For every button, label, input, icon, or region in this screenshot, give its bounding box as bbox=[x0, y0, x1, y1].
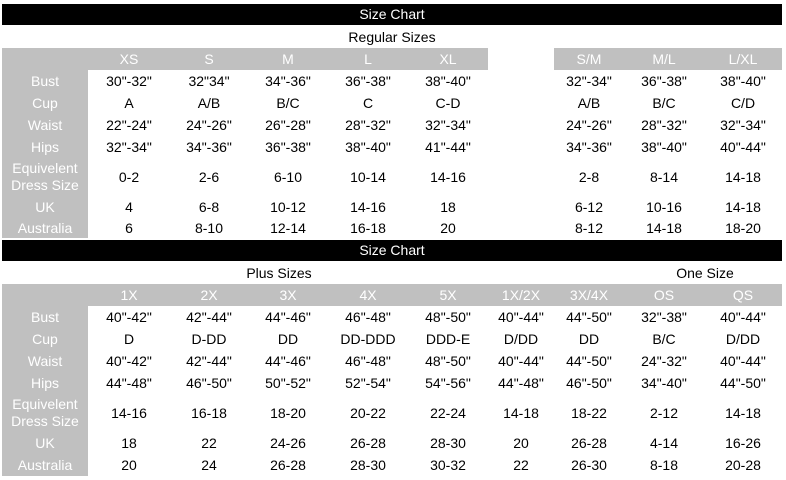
table-cell: 32"-34" bbox=[704, 114, 782, 136]
plus-row-australia bbox=[2, 454, 782, 476]
table-gap bbox=[488, 70, 554, 92]
table-cell: 18 bbox=[88, 432, 170, 454]
table-cell: 38"-40" bbox=[624, 136, 704, 158]
regular-row-cup bbox=[2, 92, 782, 114]
table-cell: 8-12 bbox=[554, 218, 624, 238]
row-label: Bust bbox=[2, 306, 88, 328]
table-cell: 18-20 bbox=[704, 218, 782, 238]
table-cell: A/B bbox=[170, 92, 248, 114]
table-cell: 28-30 bbox=[328, 454, 408, 476]
column-header: S bbox=[170, 48, 248, 70]
column-header: M/L bbox=[624, 48, 704, 70]
table-gap bbox=[488, 114, 554, 136]
table-cell: 32"34" bbox=[170, 70, 248, 92]
column-header: XL bbox=[408, 48, 488, 70]
table-cell: 28-30 bbox=[408, 432, 488, 454]
regular-header-row bbox=[2, 48, 782, 70]
table-cell: 48"-50" bbox=[408, 350, 488, 372]
table-cell: 34"-36" bbox=[554, 136, 624, 158]
regular-row-uk bbox=[2, 196, 782, 218]
table-cell: 40"-44" bbox=[704, 350, 782, 372]
header-gap bbox=[488, 48, 554, 70]
table-cell: C/D bbox=[704, 92, 782, 114]
table-cell: 52"-54" bbox=[328, 372, 408, 394]
row-label: Equivelent Dress Size bbox=[2, 394, 88, 432]
middle-title-bar bbox=[2, 240, 782, 261]
table-cell: 46"-48" bbox=[328, 306, 408, 328]
table-cell: 20-28 bbox=[704, 454, 782, 476]
table-cell: 38"-40" bbox=[408, 70, 488, 92]
table-cell: 44"-50" bbox=[554, 306, 624, 328]
table-cell: 34"-36" bbox=[170, 136, 248, 158]
table-cell: B/C bbox=[624, 328, 704, 350]
column-header: 3X bbox=[248, 284, 328, 306]
table-cell: 10-16 bbox=[624, 196, 704, 218]
table-cell: 14-18 bbox=[704, 394, 782, 432]
table-cell: 41"-44" bbox=[408, 136, 488, 158]
table-cell: DD bbox=[554, 328, 624, 350]
plus-sizes-heading: Plus Sizes bbox=[246, 265, 312, 281]
plus-sizes-table bbox=[2, 284, 782, 476]
plus-row-dress-size bbox=[2, 394, 782, 432]
table-cell: 22-24 bbox=[408, 394, 488, 432]
table-cell: 44"-50" bbox=[704, 372, 782, 394]
table-cell: C-D bbox=[408, 92, 488, 114]
table-cell: D/DD bbox=[704, 328, 782, 350]
table-cell: 48"-50" bbox=[408, 306, 488, 328]
regular-row-waist bbox=[2, 114, 782, 136]
table-cell: D bbox=[88, 328, 170, 350]
row-label: Australia bbox=[2, 454, 88, 476]
table-cell: 14-16 bbox=[408, 158, 488, 196]
row-label: UK bbox=[2, 196, 88, 218]
table-cell: 44"-48" bbox=[488, 372, 554, 394]
table-cell: 14-18 bbox=[488, 394, 554, 432]
table-cell: 36"-38" bbox=[248, 136, 328, 158]
table-gap bbox=[488, 92, 554, 114]
table-cell: D-DD bbox=[170, 328, 248, 350]
table-cell: 2-6 bbox=[170, 158, 248, 196]
regular-sizes-heading: Regular Sizes bbox=[348, 29, 436, 45]
row-label: Cup bbox=[2, 92, 88, 114]
table-cell: 30"-32" bbox=[88, 70, 170, 92]
table-cell: 24"-26" bbox=[170, 114, 248, 136]
table-gap bbox=[488, 218, 554, 238]
plus-row-waist bbox=[2, 350, 782, 372]
table-cell: 40"-44" bbox=[488, 350, 554, 372]
table-cell: 10-14 bbox=[328, 158, 408, 196]
table-cell: 40"-42" bbox=[88, 306, 170, 328]
table-cell: 8-14 bbox=[624, 158, 704, 196]
top-title-bar bbox=[2, 4, 782, 25]
plus-header-row bbox=[2, 284, 782, 306]
table-cell: D/DD bbox=[488, 328, 554, 350]
table-cell: 40"-44" bbox=[704, 136, 782, 158]
table-cell: 24-26 bbox=[248, 432, 328, 454]
table-cell: 12-14 bbox=[248, 218, 328, 238]
table-cell: A/B bbox=[554, 92, 624, 114]
table-cell: 20 bbox=[408, 218, 488, 238]
table-cell: 14-18 bbox=[704, 158, 782, 196]
table-cell: 8-18 bbox=[624, 454, 704, 476]
table-cell: 2-8 bbox=[554, 158, 624, 196]
table-cell: 36"-38" bbox=[328, 70, 408, 92]
table-cell: 24"-26" bbox=[554, 114, 624, 136]
table-cell: 46"-50" bbox=[554, 372, 624, 394]
table-cell: 6-12 bbox=[554, 196, 624, 218]
table-cell: 26-28 bbox=[328, 432, 408, 454]
table-cell: 22"-24" bbox=[88, 114, 170, 136]
table-cell: 28"-32" bbox=[624, 114, 704, 136]
table-cell: 42"-44" bbox=[170, 350, 248, 372]
column-header: S/M bbox=[554, 48, 624, 70]
table-cell: A bbox=[88, 92, 170, 114]
table-cell: 46"-48" bbox=[328, 350, 408, 372]
table-cell: 6 bbox=[88, 218, 170, 238]
table-cell: 14-18 bbox=[704, 196, 782, 218]
row-label: Cup bbox=[2, 328, 88, 350]
table-cell: DDD-E bbox=[408, 328, 488, 350]
row-label: Bust bbox=[2, 70, 88, 92]
table-cell: 6-8 bbox=[170, 196, 248, 218]
column-header: 1X bbox=[88, 284, 170, 306]
table-cell: 0-2 bbox=[88, 158, 170, 196]
table-cell: 26-30 bbox=[554, 454, 624, 476]
table-cell: 34"-40" bbox=[624, 372, 704, 394]
table-cell: 38"-40" bbox=[328, 136, 408, 158]
table-cell: 2-12 bbox=[624, 394, 704, 432]
table-gap bbox=[488, 196, 554, 218]
table-cell: B/C bbox=[248, 92, 328, 114]
table-gap bbox=[488, 158, 554, 196]
column-header: 1X/2X bbox=[488, 284, 554, 306]
table-cell: 44"-46" bbox=[248, 350, 328, 372]
table-cell: DD bbox=[248, 328, 328, 350]
table-cell: 14-16 bbox=[88, 394, 170, 432]
table-cell: 20-22 bbox=[328, 394, 408, 432]
table-cell: 22 bbox=[170, 432, 248, 454]
row-label: UK bbox=[2, 432, 88, 454]
table-cell: 16-26 bbox=[704, 432, 782, 454]
table-cell: 22 bbox=[488, 454, 554, 476]
header-blank bbox=[2, 284, 88, 306]
table-cell: 38"-40" bbox=[704, 70, 782, 92]
plus-row-uk bbox=[2, 432, 782, 454]
plus-row-hips bbox=[2, 372, 782, 394]
column-header: L bbox=[328, 48, 408, 70]
plus-row-cup bbox=[2, 328, 782, 350]
table-cell: 44"-48" bbox=[88, 372, 170, 394]
middle-title: Size Chart bbox=[359, 242, 425, 258]
column-header: 3X/4X bbox=[554, 284, 624, 306]
table-cell: 14-18 bbox=[624, 218, 704, 238]
table-cell: 18-20 bbox=[248, 394, 328, 432]
table-cell: 26-28 bbox=[248, 454, 328, 476]
table-cell: 18-22 bbox=[554, 394, 624, 432]
column-header: QS bbox=[704, 284, 782, 306]
table-cell: 24"-32" bbox=[624, 350, 704, 372]
regular-row-hips bbox=[2, 136, 782, 158]
column-header: L/XL bbox=[704, 48, 782, 70]
column-header: 2X bbox=[170, 284, 248, 306]
table-cell: 32"-34" bbox=[554, 70, 624, 92]
column-header: OS bbox=[624, 284, 704, 306]
row-label: Equivelent Dress Size bbox=[2, 158, 88, 196]
regular-row-bust bbox=[2, 70, 782, 92]
table-cell: 4-14 bbox=[624, 432, 704, 454]
one-size-heading: One Size bbox=[676, 265, 734, 281]
row-label: Hips bbox=[2, 136, 88, 158]
table-cell: 20 bbox=[88, 454, 170, 476]
table-cell: 54"-56" bbox=[408, 372, 488, 394]
table-cell: 24 bbox=[170, 454, 248, 476]
table-cell: 40"-44" bbox=[488, 306, 554, 328]
table-cell: DD-DDD bbox=[328, 328, 408, 350]
column-header: M bbox=[248, 48, 328, 70]
table-cell: 42"-44" bbox=[170, 306, 248, 328]
table-cell: 20 bbox=[488, 432, 554, 454]
table-cell: 8-10 bbox=[170, 218, 248, 238]
table-cell: 34"-36" bbox=[248, 70, 328, 92]
plus-row-bust bbox=[2, 306, 782, 328]
table-cell: 40"-42" bbox=[88, 350, 170, 372]
table-cell: B/C bbox=[624, 92, 704, 114]
table-cell: 44"-50" bbox=[554, 350, 624, 372]
header-blank bbox=[2, 48, 88, 70]
table-cell: 36"-38" bbox=[624, 70, 704, 92]
table-cell: 28"-32" bbox=[328, 114, 408, 136]
table-cell: 40"-44" bbox=[704, 306, 782, 328]
regular-sizes-table bbox=[2, 48, 782, 238]
table-cell: 50"-52" bbox=[248, 372, 328, 394]
table-gap bbox=[488, 136, 554, 158]
column-header: 5X bbox=[408, 284, 488, 306]
column-header: XS bbox=[88, 48, 170, 70]
table-cell: 4 bbox=[88, 196, 170, 218]
table-cell: 32"-34" bbox=[88, 136, 170, 158]
table-cell: 16-18 bbox=[328, 218, 408, 238]
table-cell: 16-18 bbox=[170, 394, 248, 432]
row-label: Hips bbox=[2, 372, 88, 394]
row-label: Waist bbox=[2, 114, 88, 136]
table-cell: 32"-34" bbox=[408, 114, 488, 136]
table-cell: 32"-38" bbox=[624, 306, 704, 328]
table-cell: 26-28 bbox=[554, 432, 624, 454]
regular-row-australia bbox=[2, 218, 782, 238]
table-cell: 30-32 bbox=[408, 454, 488, 476]
table-cell: 26"-28" bbox=[248, 114, 328, 136]
table-cell: 46"-50" bbox=[170, 372, 248, 394]
table-cell: 18 bbox=[408, 196, 488, 218]
row-label: Australia bbox=[2, 218, 88, 238]
table-cell: 6-10 bbox=[248, 158, 328, 196]
top-title: Size Chart bbox=[359, 6, 425, 22]
column-header: 4X bbox=[328, 284, 408, 306]
regular-row-dress-size bbox=[2, 158, 782, 196]
table-cell: 10-12 bbox=[248, 196, 328, 218]
table-cell: C bbox=[328, 92, 408, 114]
row-label: Waist bbox=[2, 350, 88, 372]
table-cell: 44"-46" bbox=[248, 306, 328, 328]
table-cell: 14-16 bbox=[328, 196, 408, 218]
